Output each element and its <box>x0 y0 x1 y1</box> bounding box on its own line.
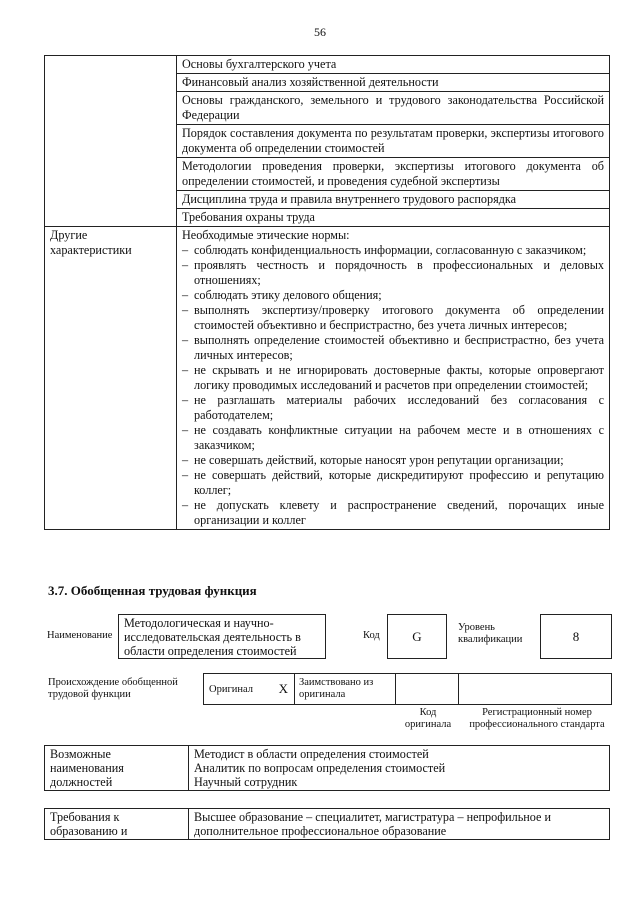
position-item: Методист в области определения стоимостей <box>194 747 429 761</box>
education-label: Требования к образованию и <box>45 809 189 840</box>
ethics-item: – проявлять честность и порядочность в профессиональных и деловых отношениях; <box>182 258 604 287</box>
knowledge-item: Основы гражданского, земельного и трудового законодательства Российской Федерации <box>177 92 610 125</box>
page-number: 56 <box>314 25 326 39</box>
borrowed-label: Заимствовано из оригинала <box>294 673 396 705</box>
ethics-item: – выполнять экспертизу/проверку итогового документа об определении стоимостей объективно и беспристрастно, без учета личных интересов; <box>182 303 604 332</box>
ethics-item: – соблюдать конфиденциальность информации, согласованную с заказчиком; <box>182 243 587 257</box>
level-label: Уровень квалификации <box>458 622 523 645</box>
table-row <box>45 746 610 791</box>
original-mark: X <box>278 681 288 696</box>
position-item: Научный сотрудник <box>194 775 298 789</box>
knowledge-item: Требования охраны труда <box>177 209 610 227</box>
ethics-item: – соблюдать этику делового общения; <box>182 288 382 302</box>
positions-values <box>189 746 610 791</box>
empty-label-cell <box>45 56 177 227</box>
positions-table <box>44 745 610 791</box>
positions-label: Возможные наименования должностей <box>45 746 189 791</box>
education-table <box>44 808 610 840</box>
knowledge-item: Финансовый анализ хозяйственной деятельности <box>177 74 610 92</box>
original-label: Оригинал <box>209 683 253 695</box>
knowledge-item: Методологии проведения проверки, экспертизы итогового документа об определении стоимостей, и проведения судебной экспертизы <box>177 158 610 191</box>
original-cell <box>203 673 295 705</box>
table-row <box>45 56 610 74</box>
knowledge-item: Порядок составления документа по результатам проверки, экспертизы итогового документа об определении стоимостей <box>177 125 610 158</box>
table-row <box>45 227 610 530</box>
section-title: 3.7. Обобщенная трудовая функция <box>48 583 257 598</box>
ethics-item: – не совершать действий, которые дискредитируют профессию и репутацию коллег; <box>182 468 604 497</box>
code-original-caption: Код оригинала <box>404 707 452 730</box>
name-value: Методологическая и научно-исследовательская деятельность в области определения стоимостей <box>118 614 326 659</box>
ethics-item: – не скрывать и не игнорировать достоверные факты, которые опровергают логику проводимых исследований и расчетов при определении стоимостей; <box>182 363 604 392</box>
ethics-item: – не разглашать материалы рабочих исследований без согласования с работодателем; <box>182 393 604 422</box>
ethics-title: Необходимые этические нормы: <box>182 228 350 242</box>
other-characteristics-label: Другие характеристики <box>45 227 177 530</box>
code-original-cell <box>395 673 459 705</box>
education-value: Высшее образование – специалитет, магистратура – непрофильное и дополнительное профессиональное образование <box>189 809 610 840</box>
reg-number-caption: Регистрационный номер профессионального стандарта <box>469 707 605 730</box>
knowledge-item: Дисциплина труда и правила внутреннего трудового распорядка <box>177 191 610 209</box>
level-value: 8 <box>540 614 612 659</box>
knowledge-item: Основы бухгалтерского учета <box>177 56 610 74</box>
reg-number-cell <box>458 673 612 705</box>
ethics-item: – выполнять определение стоимостей объективно и беспристрастно, без учета личных интересов; <box>182 333 604 362</box>
code-value: G <box>387 614 447 659</box>
ethics-item: – не совершать действий, которые наносят урон репутации организации; <box>182 453 564 467</box>
name-label: Наименование <box>47 630 113 641</box>
knowledge-table <box>44 55 610 530</box>
ethics-cell <box>177 227 610 530</box>
position-item: Аналитик по вопросам определения стоимостей <box>194 761 446 775</box>
ethics-item: – не создавать конфликтные ситуации на рабочем месте и в отношениях с заказчиком; <box>182 423 604 452</box>
code-label: Код <box>363 630 380 641</box>
ethics-item: – не допускать клевету и распространение сведений, порочащих иные организации и коллег <box>182 498 604 527</box>
table-row <box>45 809 610 840</box>
origin-label: Происхождение обобщенной трудовой функции <box>48 677 178 700</box>
